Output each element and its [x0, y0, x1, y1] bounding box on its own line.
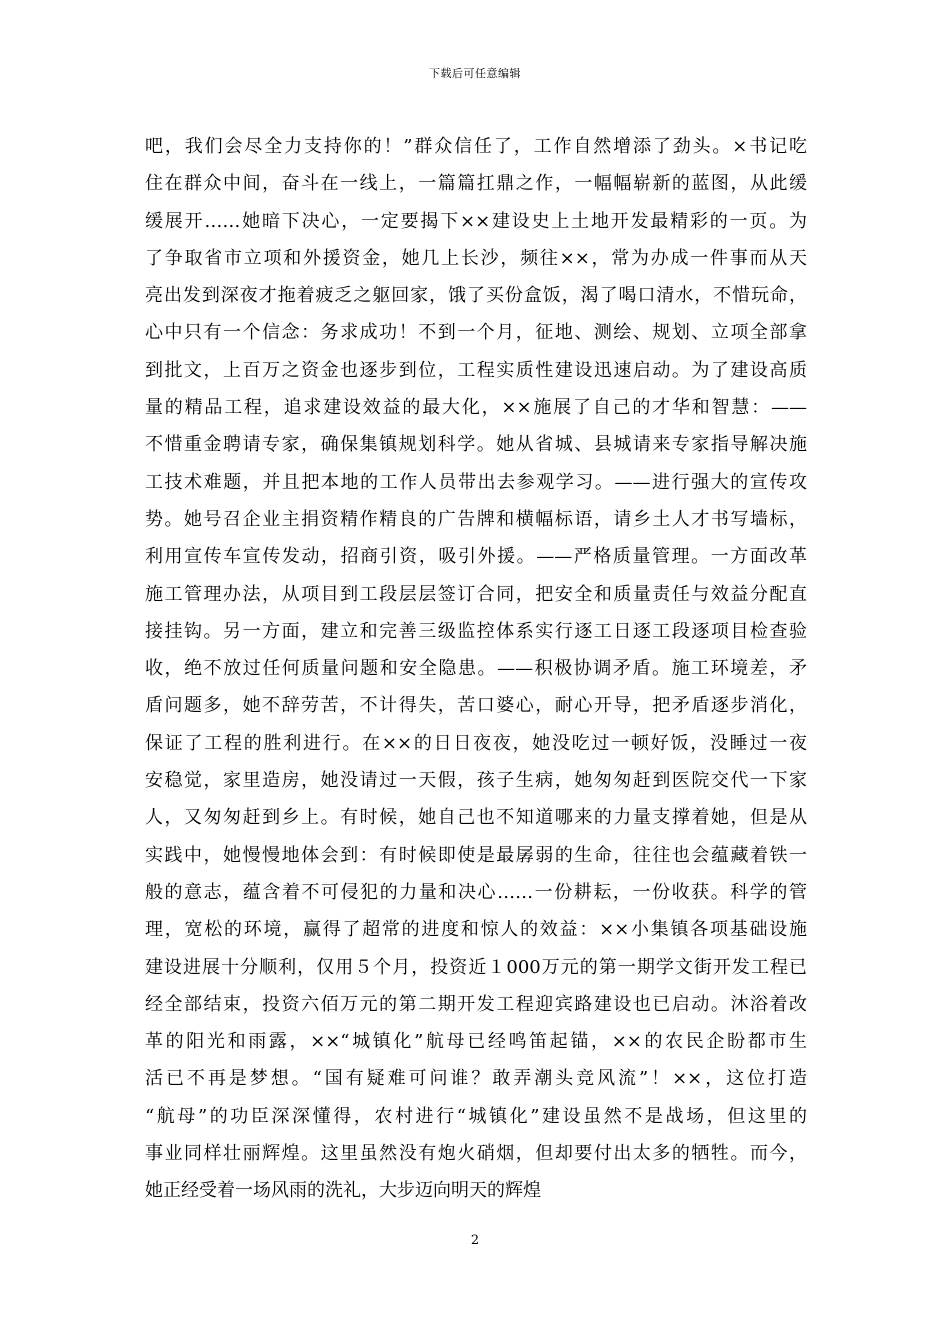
body-line: 缓展开……她暗下决心，一定要揭下××建设史上土地开发最精彩的一页。为 [145, 210, 807, 232]
body-line: 保证了工程的胜利进行。在××的日日夜夜，她没吃过一顿好饭，没睡过一夜 [145, 732, 807, 754]
page-number: 2 [470, 1233, 480, 1248]
body-line: 人，又匆匆赶到乡上。有时候，她自己也不知道哪来的力量支撑着她，但是从 [145, 807, 807, 829]
body-line: 吧，我们会尽全力支持你的！”群众信任了，工作自然增添了劲头。×书记吃 [145, 136, 807, 157]
body-line: 安稳觉，家里造房，她没请过一天假，孩子生病，她匆匆赶到医院交代一下家 [145, 770, 807, 792]
body-line: 心中只有一个信念：务求成功！不到一个月，征地、测绘、规划、立项全部拿 [145, 322, 807, 344]
body-line: 利用宣传车宣传发动，招商引资，吸引外援。——严格质量管理。一方面改革 [145, 546, 807, 568]
body-line: 盾问题多，她不辞劳苦，不计得失，苦口婆心，耐心开导，把矛盾逐步消化， [145, 695, 807, 717]
body-line: 住在群众中间，奋斗在一线上，一篇篇扛鼎之作，一幅幅崭新的蓝图，从此缓 [145, 173, 807, 195]
body-line: 活已不再是梦想。“国有疑难可问谁？敢弄潮头竞风流”！××，这位打造 [145, 1068, 807, 1090]
body-line: “航母”的功臣深深懂得，农村进行“城镇化”建设虽然不是战场，但这里的 [145, 1105, 807, 1127]
document-body [145, 128, 807, 1210]
body-line: 到批文，上百万之资金也逐步到位，工程实质性建设迅速启动。为了建设高质 [145, 359, 807, 381]
body-line: 经全部结束，投资六佰万元的第二期开发工程迎宾路建设也已启动。沐浴着改 [145, 993, 807, 1015]
page-header: 下载后可任意编辑 [429, 67, 521, 80]
body-line: 工技术难题，并且把本地的工作人员带出去参观学习。——进行强大的宣传攻 [145, 471, 807, 493]
body-line: 革的阳光和雨露，××“城镇化”航母已经鸣笛起锚，××的农民企盼都市生 [145, 1031, 807, 1053]
body-line: 她正经受着一场风雨的洗礼，大步迈向明天的辉煌 [145, 1180, 541, 1202]
body-line: 施工管理办法，从项目到工段层层签订合同，把安全和质量责任与效益分配直 [145, 583, 807, 605]
body-line: 理，宽松的环境，赢得了超常的进度和惊人的效益：××小集镇各项基础设施 [145, 919, 807, 941]
body-line: 势。她号召企业主捐资精作精良的广告牌和横幅标语，请乡土人才书写墙标， [145, 508, 807, 530]
body-line: 不惜重金聘请专家，确保集镇规划科学。她从省城、县城请来专家指导解决施 [145, 434, 807, 456]
body-line: 量的精品工程，追求建设效益的最大化，××施展了自己的才华和智慧：—— [145, 397, 807, 419]
body-line: 亮出发到深夜才拖着疲乏之躯回家，饿了买份盒饭，渴了喝口清水，不惜玩命， [145, 285, 807, 307]
body-line: 了争取省市立项和外援资金，她几上长沙，频往××，常为办成一件事而从天 [145, 247, 807, 269]
body-line: 收，绝不放过任何质量问题和安全隐患。——积极协调矛盾。施工环境差，矛 [145, 658, 807, 680]
body-line: 实践中，她慢慢地体会到：有时候即使是最孱弱的生命，往往也会蕴藏着铁一 [145, 844, 807, 866]
body-line: 般的意志，蕴含着不可侵犯的力量和决心……一份耕耘，一份收获。科学的管 [145, 881, 807, 903]
body-line: 建设进展十分顺利，仅用５个月，投资近１000万元的第一期学文街开发工程已 [145, 956, 807, 978]
body-line: 接挂钩。另一方面，建立和完善三级监控体系实行逐工日逐工段逐项目检查验 [145, 620, 807, 642]
body-line: 事业同样壮丽辉煌。这里虽然没有炮火硝烟，但却要付出太多的牺牲。而今， [145, 1143, 807, 1165]
